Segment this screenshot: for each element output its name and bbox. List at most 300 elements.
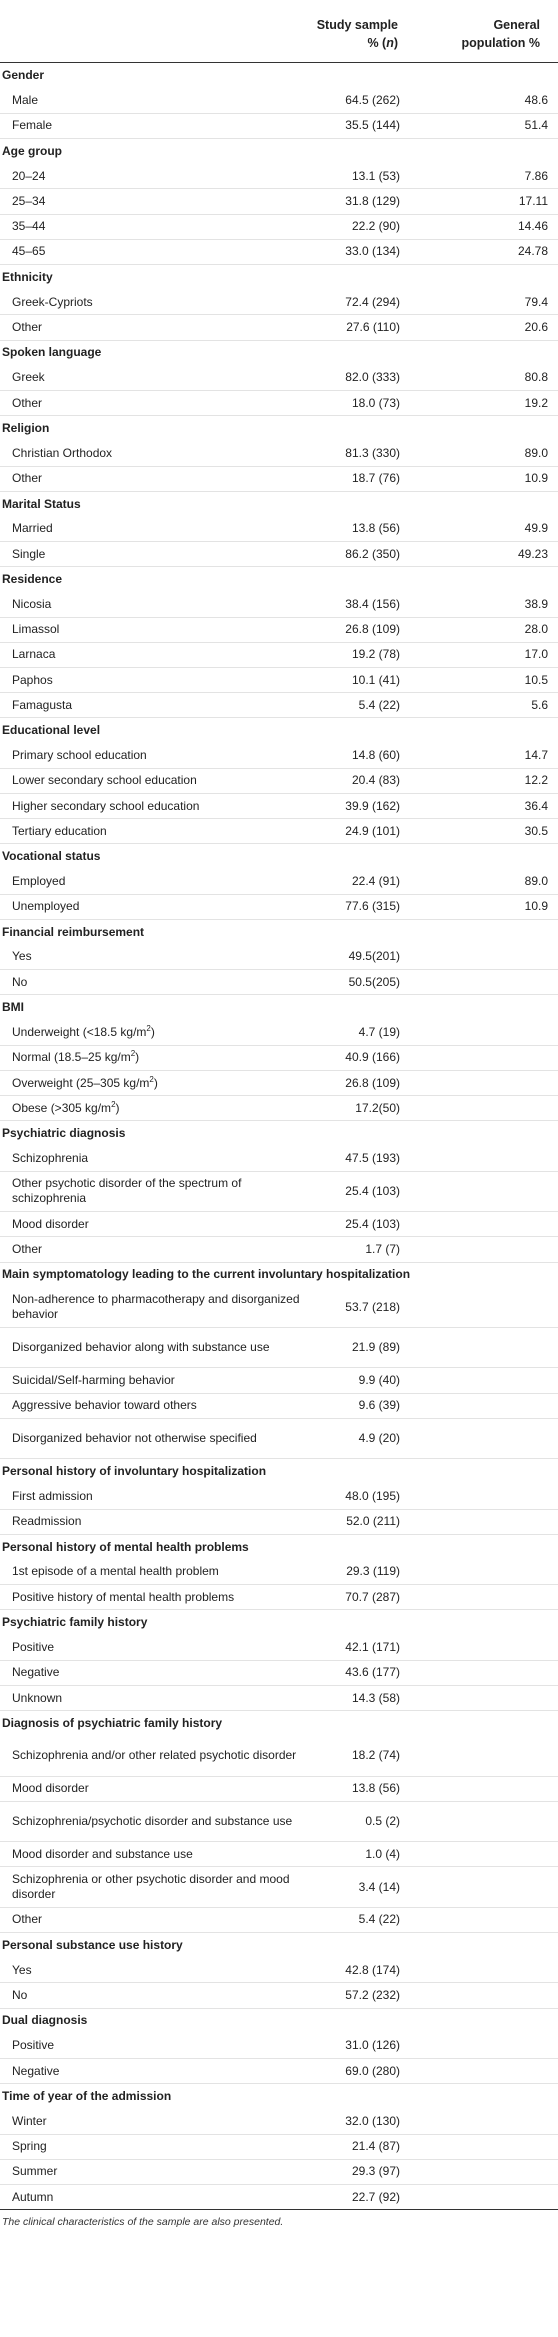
row-label bbox=[0, 819, 322, 844]
general-population-value: 49.23 bbox=[400, 542, 558, 567]
row-label-text: Schizophrenia bbox=[12, 1150, 89, 1165]
row-label bbox=[0, 1509, 322, 1534]
study-sample-value: 14.3 (58) bbox=[322, 1685, 400, 1710]
general-population-value: 80.8 bbox=[400, 365, 558, 390]
data-table bbox=[0, 63, 558, 2210]
row-label bbox=[0, 1096, 322, 1121]
header-general-line2: population % bbox=[461, 36, 540, 50]
study-sample-value: 22.2 (90) bbox=[322, 214, 400, 239]
section-header bbox=[0, 995, 558, 1020]
table-row bbox=[0, 693, 558, 718]
table-row bbox=[0, 315, 558, 340]
row-label-after: ) bbox=[150, 1024, 155, 1039]
study-sample-value: 0.5 (2) bbox=[322, 1801, 400, 1841]
table-row bbox=[0, 945, 558, 970]
section-header bbox=[0, 919, 558, 944]
row-label-text: Positive history of mental health problems bbox=[12, 1589, 235, 1604]
row-label bbox=[0, 542, 322, 567]
table-row bbox=[0, 2134, 558, 2159]
section-title: Psychiatric diagnosis bbox=[2, 1126, 126, 1141]
general-population-value bbox=[400, 2159, 558, 2184]
table-row bbox=[0, 1328, 558, 1368]
section-title: Religion bbox=[2, 420, 50, 435]
row-label bbox=[0, 1983, 322, 2008]
study-sample-value: 4.7 (19) bbox=[322, 1020, 400, 1045]
study-sample-value: 86.2 (350) bbox=[322, 542, 400, 567]
row-label-text: First admission bbox=[12, 1488, 93, 1503]
table-row bbox=[0, 214, 558, 239]
row-label-text: Underweight (<18.5 kg/m bbox=[12, 1024, 147, 1039]
general-population-value bbox=[400, 1368, 558, 1393]
table-row bbox=[0, 869, 558, 894]
table-row bbox=[0, 189, 558, 214]
study-sample-value: 18.2 (74) bbox=[322, 1736, 400, 1776]
row-label bbox=[0, 743, 322, 768]
study-sample-value: 39.9 (162) bbox=[322, 793, 400, 818]
general-population-value: 30.5 bbox=[400, 819, 558, 844]
row-label bbox=[0, 189, 322, 214]
general-population-value bbox=[400, 970, 558, 995]
header-prefix: % ( bbox=[367, 36, 387, 50]
row-label-text: Yes bbox=[12, 1962, 32, 1977]
study-sample-value: 26.8 (109) bbox=[322, 1071, 400, 1096]
general-population-value bbox=[400, 1509, 558, 1534]
header-study-sample-line2 bbox=[250, 34, 398, 52]
study-sample-value: 14.8 (60) bbox=[322, 743, 400, 768]
table-row bbox=[0, 743, 558, 768]
row-label bbox=[0, 768, 322, 793]
section-header bbox=[0, 1711, 558, 1736]
row-label bbox=[0, 1660, 322, 1685]
table-row bbox=[0, 894, 558, 919]
table-row bbox=[0, 2058, 558, 2083]
row-label-text: Christian Orthodox bbox=[12, 445, 113, 460]
row-label bbox=[0, 1418, 322, 1458]
study-sample-value: 27.6 (110) bbox=[322, 315, 400, 340]
section-header bbox=[0, 1459, 558, 1484]
study-sample-value: 25.4 (103) bbox=[322, 1171, 400, 1211]
study-sample-value: 9.9 (40) bbox=[322, 1368, 400, 1393]
table-row bbox=[0, 668, 558, 693]
row-label bbox=[0, 1171, 322, 1211]
row-label-text: Higher secondary school education bbox=[12, 798, 200, 813]
general-population-value bbox=[400, 945, 558, 970]
row-label-text: 25–34 bbox=[12, 194, 46, 209]
table-row bbox=[0, 1045, 558, 1070]
section-title: Psychiatric family history bbox=[2, 1615, 148, 1630]
study-sample-value: 33.0 (134) bbox=[322, 239, 400, 264]
row-label bbox=[0, 945, 322, 970]
section-header bbox=[0, 2084, 558, 2109]
table-row bbox=[0, 390, 558, 415]
row-label bbox=[0, 1867, 322, 1907]
header-general-population bbox=[400, 16, 540, 52]
section-title: Personal history of mental health problems bbox=[2, 1539, 249, 1554]
row-label bbox=[0, 1146, 322, 1171]
general-population-value: 7.86 bbox=[400, 164, 558, 189]
study-sample-value: 82.0 (333) bbox=[322, 365, 400, 390]
row-label-text: Paphos bbox=[12, 672, 53, 687]
row-label bbox=[0, 1801, 322, 1841]
row-label bbox=[0, 516, 322, 541]
row-label-text: Aggressive behavior toward others bbox=[12, 1398, 197, 1413]
study-sample-value: 72.4 (294) bbox=[322, 290, 400, 315]
row-label-text: Negative bbox=[12, 1665, 60, 1680]
row-label-text: Suicidal/Self-harming behavior bbox=[12, 1373, 175, 1388]
general-population-value: 89.0 bbox=[400, 441, 558, 466]
table-row bbox=[0, 617, 558, 642]
general-population-value bbox=[400, 2134, 558, 2159]
table-row bbox=[0, 2109, 558, 2134]
row-label-text: Summer bbox=[12, 2164, 58, 2179]
row-label bbox=[0, 1685, 322, 1710]
row-label bbox=[0, 2159, 322, 2184]
study-sample-value: 64.5 (262) bbox=[322, 88, 400, 113]
row-label-text: Schizophrenia/psychotic disorder and substance use bbox=[12, 1814, 293, 1829]
study-sample-value: 38.4 (156) bbox=[322, 592, 400, 617]
study-sample-value: 4.9 (20) bbox=[322, 1418, 400, 1458]
section-title: Age group bbox=[2, 143, 62, 158]
table-row bbox=[0, 768, 558, 793]
table-row bbox=[0, 819, 558, 844]
row-label bbox=[0, 239, 322, 264]
row-label bbox=[0, 88, 322, 113]
study-sample-value: 5.4 (22) bbox=[322, 693, 400, 718]
row-label-text: 35–44 bbox=[12, 219, 46, 234]
row-label-text: 20–24 bbox=[12, 168, 46, 183]
table-row bbox=[0, 1801, 558, 1841]
row-label-text: Non-adherence to pharmacotherapy and disorganized behavior bbox=[12, 1292, 300, 1322]
row-label-text: Schizophrenia or other psychotic disorder and mood disorder bbox=[12, 1872, 290, 1902]
table-row bbox=[0, 441, 558, 466]
general-population-value bbox=[400, 1660, 558, 1685]
row-label bbox=[0, 1328, 322, 1368]
table-row bbox=[0, 164, 558, 189]
general-population-value bbox=[400, 1045, 558, 1070]
table-header bbox=[0, 0, 558, 63]
general-population-value bbox=[400, 1237, 558, 1262]
section-header bbox=[0, 718, 558, 743]
row-label-text: Other bbox=[12, 1912, 43, 1927]
section-title: Financial reimbursement bbox=[2, 924, 145, 939]
general-population-value bbox=[400, 1171, 558, 1211]
study-sample-value: 25.4 (103) bbox=[322, 1212, 400, 1237]
table-row bbox=[0, 2184, 558, 2209]
row-label-text: Nicosia bbox=[12, 596, 52, 611]
study-sample-value: 57.2 (232) bbox=[322, 1983, 400, 2008]
row-label bbox=[0, 466, 322, 491]
table-row bbox=[0, 1560, 558, 1585]
table-row bbox=[0, 1484, 558, 1509]
table-row bbox=[0, 2159, 558, 2184]
row-label bbox=[0, 1212, 322, 1237]
row-label bbox=[0, 668, 322, 693]
section-header bbox=[0, 844, 558, 869]
section-header bbox=[0, 1121, 558, 1146]
study-sample-value: 13.1 (53) bbox=[322, 164, 400, 189]
row-label-text: Limassol bbox=[12, 622, 60, 637]
general-population-value bbox=[400, 1393, 558, 1418]
general-population-value: 10.5 bbox=[400, 668, 558, 693]
study-sample-value: 19.2 (78) bbox=[322, 642, 400, 667]
table-row bbox=[0, 1842, 558, 1867]
general-population-value bbox=[400, 2109, 558, 2134]
row-label bbox=[0, 1736, 322, 1776]
study-sample-value: 21.4 (87) bbox=[322, 2134, 400, 2159]
general-population-value bbox=[400, 2033, 558, 2058]
row-label-text: Female bbox=[12, 118, 53, 133]
row-label bbox=[0, 1020, 322, 1045]
general-population-value bbox=[400, 1685, 558, 1710]
section-header bbox=[0, 139, 558, 164]
table-row bbox=[0, 466, 558, 491]
general-population-value bbox=[400, 1867, 558, 1907]
row-label-sup: 2 bbox=[111, 1099, 116, 1109]
row-label-text: Overweight (25–305 kg/m bbox=[12, 1075, 150, 1090]
header-suffix: ) bbox=[393, 36, 398, 50]
row-label bbox=[0, 441, 322, 466]
table-row bbox=[0, 516, 558, 541]
table-row bbox=[0, 1418, 558, 1458]
row-label bbox=[0, 315, 322, 340]
row-label bbox=[0, 1393, 322, 1418]
section-header bbox=[0, 2008, 558, 2033]
table-row bbox=[0, 1020, 558, 1045]
table-row bbox=[0, 1071, 558, 1096]
study-sample-value: 13.8 (56) bbox=[322, 1776, 400, 1801]
table-row bbox=[0, 239, 558, 264]
study-sample-value: 35.5 (144) bbox=[322, 113, 400, 138]
study-sample-value: 3.4 (14) bbox=[322, 1867, 400, 1907]
section-title: Time of year of the admission bbox=[2, 2089, 172, 2104]
row-label-text: Unemployed bbox=[12, 899, 80, 914]
general-population-value bbox=[400, 1418, 558, 1458]
general-population-value: 14.46 bbox=[400, 214, 558, 239]
study-sample-value: 18.0 (73) bbox=[322, 390, 400, 415]
header-study-sample bbox=[250, 16, 398, 52]
row-label bbox=[0, 894, 322, 919]
study-sample-value: 29.3 (97) bbox=[322, 2159, 400, 2184]
study-sample-value: 32.0 (130) bbox=[322, 2109, 400, 2134]
row-label-sup: 2 bbox=[146, 1023, 151, 1033]
study-sample-value: 13.8 (56) bbox=[322, 516, 400, 541]
header-n: n bbox=[386, 36, 394, 50]
table-row bbox=[0, 592, 558, 617]
study-sample-value: 20.4 (83) bbox=[322, 768, 400, 793]
row-label-after: ) bbox=[135, 1050, 140, 1065]
general-population-value bbox=[400, 1958, 558, 1983]
row-label-text: Employed bbox=[12, 873, 66, 888]
general-population-value: 10.9 bbox=[400, 466, 558, 491]
row-label-text: Positive bbox=[12, 2038, 55, 2053]
row-label bbox=[0, 1484, 322, 1509]
section-title: BMI bbox=[2, 1000, 24, 1015]
row-label bbox=[0, 592, 322, 617]
row-label bbox=[0, 1237, 322, 1262]
section-header bbox=[0, 1610, 558, 1635]
general-population-value bbox=[400, 1635, 558, 1660]
row-label-text: No bbox=[12, 974, 28, 989]
row-label-text: Yes bbox=[12, 949, 32, 964]
row-label bbox=[0, 390, 322, 415]
section-title: Personal substance use history bbox=[2, 1937, 183, 1952]
row-label-text: Other bbox=[12, 1241, 43, 1256]
header-general-line1: General bbox=[493, 18, 540, 32]
study-sample-value: 1.0 (4) bbox=[322, 1842, 400, 1867]
row-label-text: Mood disorder bbox=[12, 1781, 89, 1796]
row-label bbox=[0, 290, 322, 315]
row-label bbox=[0, 693, 322, 718]
general-population-value bbox=[400, 1776, 558, 1801]
table-row bbox=[0, 88, 558, 113]
general-population-value bbox=[400, 1801, 558, 1841]
table-row bbox=[0, 642, 558, 667]
row-label-text: Normal (18.5–25 kg/m bbox=[12, 1050, 131, 1065]
row-label bbox=[0, 1635, 322, 1660]
general-population-value bbox=[400, 1096, 558, 1121]
table-row bbox=[0, 365, 558, 390]
general-population-value: 12.2 bbox=[400, 768, 558, 793]
section-header bbox=[0, 1933, 558, 1958]
section-header bbox=[0, 416, 558, 441]
row-label-text: Unknown bbox=[12, 1690, 63, 1705]
general-population-value: 28.0 bbox=[400, 617, 558, 642]
general-population-value: 20.6 bbox=[400, 315, 558, 340]
table-row bbox=[0, 1171, 558, 1211]
table-body bbox=[0, 63, 558, 2210]
row-label-text: Schizophrenia and/or other related psychotic disorder bbox=[12, 1748, 297, 1763]
section-title: Ethnicity bbox=[2, 269, 53, 284]
study-sample-value: 31.8 (129) bbox=[322, 189, 400, 214]
general-population-value bbox=[400, 1146, 558, 1171]
section-title: Main symptomatology leading to the current involuntary hospitalization bbox=[2, 1267, 411, 1282]
study-sample-value: 77.6 (315) bbox=[322, 894, 400, 919]
study-sample-value: 43.6 (177) bbox=[322, 1660, 400, 1685]
row-label bbox=[0, 2134, 322, 2159]
study-sample-value: 17.2(50) bbox=[322, 1096, 400, 1121]
row-label bbox=[0, 214, 322, 239]
table-row bbox=[0, 542, 558, 567]
row-label-after: ) bbox=[115, 1100, 120, 1115]
row-label-text: Spring bbox=[12, 2139, 47, 2154]
section-title: Diagnosis of psychiatric family history bbox=[2, 1715, 223, 1730]
general-population-value bbox=[400, 1020, 558, 1045]
row-label-text: Disorganized behavior along with substance use bbox=[12, 1340, 270, 1355]
general-population-value bbox=[400, 1983, 558, 2008]
row-label-text: Greek-Cypriots bbox=[12, 294, 93, 309]
general-population-value: 10.9 bbox=[400, 894, 558, 919]
study-sample-value: 53.7 (218) bbox=[322, 1287, 400, 1327]
row-label bbox=[0, 642, 322, 667]
row-label-text: Tertiary education bbox=[12, 823, 107, 838]
general-population-value bbox=[400, 1585, 558, 1610]
general-population-value: 5.6 bbox=[400, 693, 558, 718]
study-sample-value: 22.7 (92) bbox=[322, 2184, 400, 2209]
row-label bbox=[0, 1071, 322, 1096]
row-label-text: Autumn bbox=[12, 2189, 54, 2204]
section-header bbox=[0, 265, 558, 290]
section-title: Gender bbox=[2, 68, 45, 83]
table-row bbox=[0, 1237, 558, 1262]
table-row bbox=[0, 2033, 558, 2058]
section-title: Marital Status bbox=[2, 496, 81, 511]
table-row bbox=[0, 1212, 558, 1237]
general-population-value bbox=[400, 1736, 558, 1776]
table-row bbox=[0, 1393, 558, 1418]
study-sample-value: 9.6 (39) bbox=[322, 1393, 400, 1418]
study-sample-value: 31.0 (126) bbox=[322, 2033, 400, 2058]
row-label bbox=[0, 1287, 322, 1327]
general-population-value bbox=[400, 1328, 558, 1368]
table-row bbox=[0, 1635, 558, 1660]
header-study-sample-line1: Study sample bbox=[316, 18, 398, 32]
table-row bbox=[0, 793, 558, 818]
table-row bbox=[0, 1585, 558, 1610]
general-population-value bbox=[400, 1484, 558, 1509]
row-label-text: Disorganized behavior not otherwise specified bbox=[12, 1431, 257, 1446]
table-row bbox=[0, 1660, 558, 1685]
row-label-after: ) bbox=[153, 1075, 158, 1090]
study-sample-value: 21.9 (89) bbox=[322, 1328, 400, 1368]
row-label bbox=[0, 1560, 322, 1585]
study-sample-value: 50.5(205) bbox=[322, 970, 400, 995]
study-sample-value: 26.8 (109) bbox=[322, 617, 400, 642]
table-row bbox=[0, 1368, 558, 1393]
section-title: Vocational status bbox=[2, 849, 101, 864]
section-header bbox=[0, 491, 558, 516]
general-population-value: 14.7 bbox=[400, 743, 558, 768]
study-sample-value: 1.7 (7) bbox=[322, 1237, 400, 1262]
section-header bbox=[0, 1262, 558, 1287]
general-population-value bbox=[400, 2184, 558, 2209]
row-label bbox=[0, 1368, 322, 1393]
row-label-text: 45–65 bbox=[12, 244, 46, 259]
table-row bbox=[0, 1509, 558, 1534]
study-sample-value: 29.3 (119) bbox=[322, 1560, 400, 1585]
table-row bbox=[0, 113, 558, 138]
section-title: Dual diagnosis bbox=[2, 2013, 88, 2028]
general-population-value bbox=[400, 2058, 558, 2083]
study-sample-value: 22.4 (91) bbox=[322, 869, 400, 894]
row-label bbox=[0, 1907, 322, 1932]
row-label-sup: 2 bbox=[130, 1049, 136, 1059]
table-row bbox=[0, 1907, 558, 1932]
study-sample-value: 10.1 (41) bbox=[322, 668, 400, 693]
footnote: The clinical characteristics of the sample are also presented. bbox=[2, 2216, 284, 2229]
study-sample-value: 52.0 (211) bbox=[322, 1509, 400, 1534]
row-label-text: No bbox=[12, 1988, 28, 2003]
table-row bbox=[0, 1096, 558, 1121]
table-row bbox=[0, 1983, 558, 2008]
study-sample-value: 48.0 (195) bbox=[322, 1484, 400, 1509]
row-label-text: Mood disorder and substance use bbox=[12, 1846, 193, 1861]
row-label bbox=[0, 113, 322, 138]
row-label bbox=[0, 1585, 322, 1610]
section-header bbox=[0, 567, 558, 592]
general-population-value: 24.78 bbox=[400, 239, 558, 264]
general-population-value bbox=[400, 1287, 558, 1327]
row-label-text: Married bbox=[12, 521, 53, 536]
row-label-text: Other bbox=[12, 471, 43, 486]
row-label bbox=[0, 365, 322, 390]
row-label-text: Mood disorder bbox=[12, 1216, 89, 1231]
row-label-text: Male bbox=[12, 93, 39, 108]
table-row bbox=[0, 1736, 558, 1776]
study-sample-value: 49.5(201) bbox=[322, 945, 400, 970]
row-label-sup: 2 bbox=[149, 1074, 154, 1084]
row-label-text: Lower secondary school education bbox=[12, 773, 197, 788]
row-label bbox=[0, 1958, 322, 1983]
